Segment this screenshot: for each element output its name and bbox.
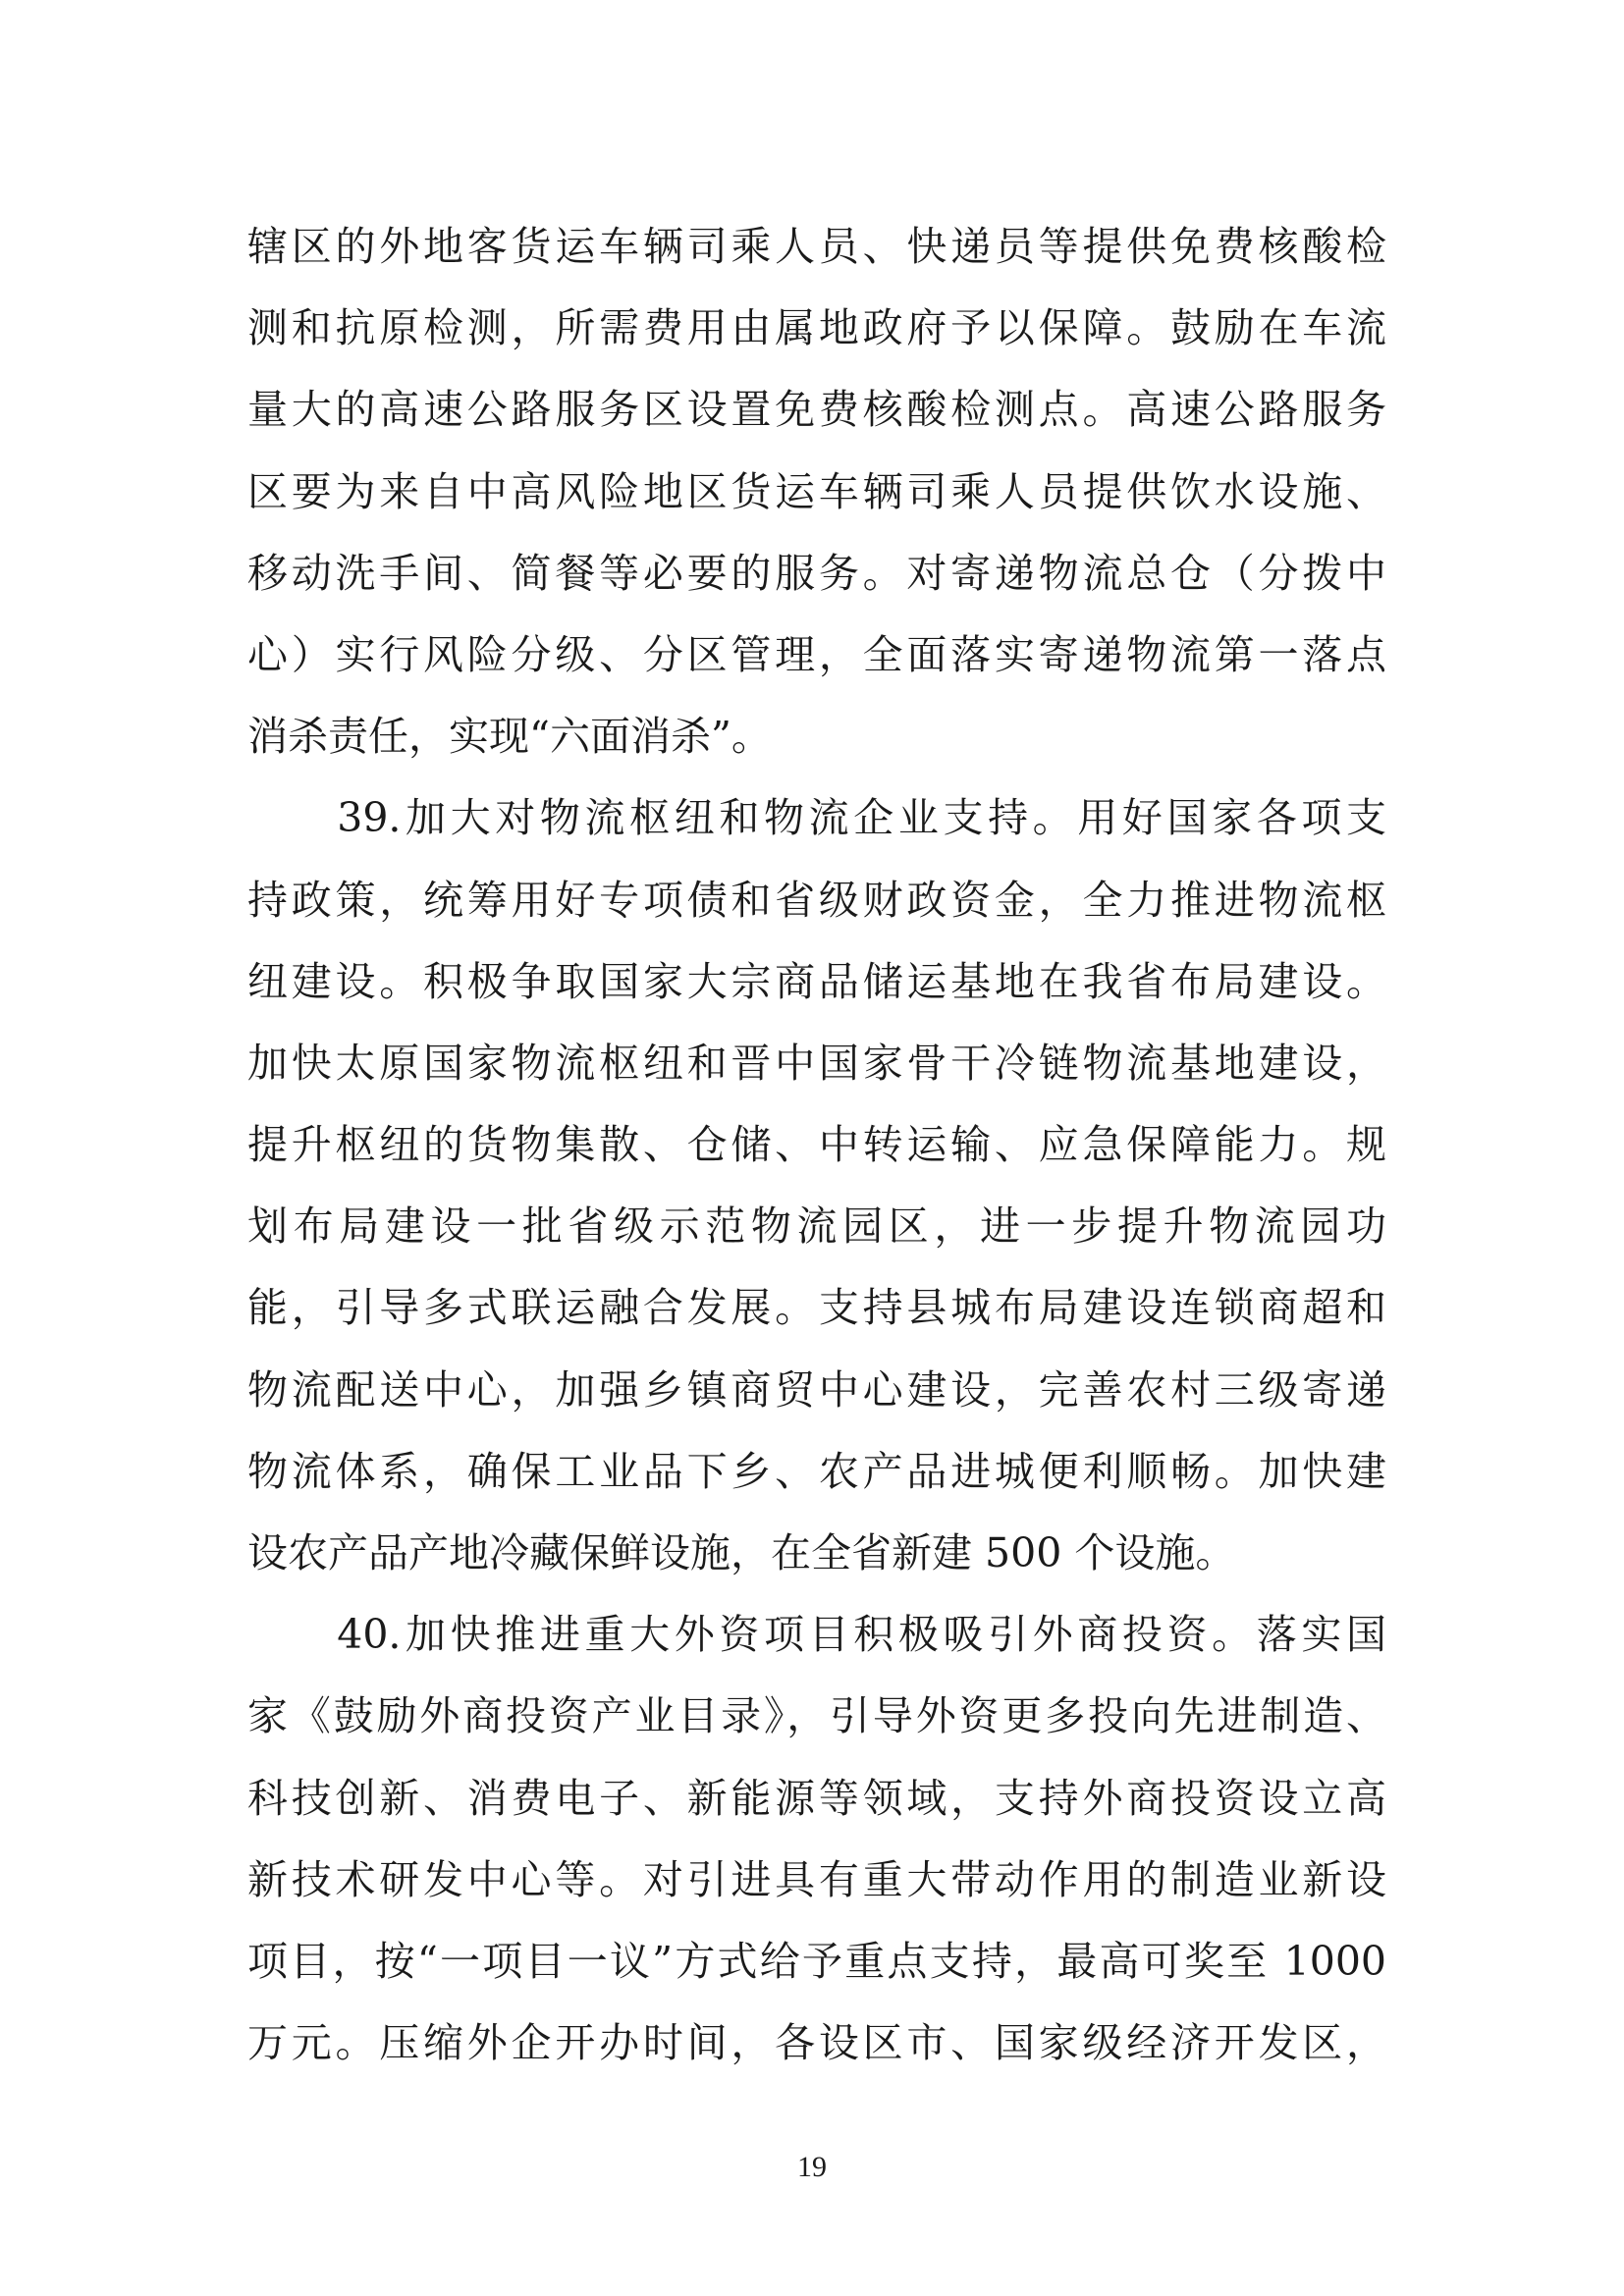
text-line: 划布局建设一批省级示范物流园区，进一步提升物流园功 <box>247 1202 1386 1251</box>
text-line: 物流配送中心，加强乡镇商贸中心建设，完善农村三级寄递 <box>247 1365 1386 1414</box>
text-line: 量大的高速公路服务区设置免费核酸检测点。高速公路服务 <box>247 386 1386 434</box>
text-line: 心）实行风险分级、分区管理，全面落实寄递物流第一落点 <box>247 630 1386 678</box>
text-line: 辖区的外地客货运车辆司乘人员、快递员等提供免费核酸检 <box>247 223 1386 270</box>
text-line: 提升枢纽的货物集散、仓储、中转运输、应急保障能力。规 <box>247 1121 1386 1169</box>
section-40-heading-line: 40.加快推进重大外资项目积极吸引外商投资。落实国 <box>247 1611 1386 1659</box>
text-line: 能，引导多式联运融合发展。支持县城布局建设连锁商超和 <box>247 1284 1386 1332</box>
text-line: 万元。压缩外企开办时间，各设区市、国家级经济开发区， <box>247 2019 1386 2067</box>
text-line: 加快太原国家物流枢纽和晋中国家骨干冷链物流基地建设， <box>247 1039 1386 1087</box>
page-number: 19 <box>797 2151 827 2183</box>
text-line: 项目，按“一项目一议”方式给予重点支持，最高可奖至 1000 <box>247 1937 1386 1985</box>
paragraph-end-line: 消杀责任，实现“六面消杀”。 <box>247 713 772 761</box>
text-line: 移动洗手间、简餐等必要的服务。对寄递物流总仓（分拨中 <box>247 549 1386 597</box>
section-39-heading-line: 39.加大对物流枢纽和物流企业支持。用好国家各项支 <box>247 794 1386 842</box>
text-line: 测和抗原检测，所需费用由属地政府予以保障。鼓励在车流 <box>247 304 1386 352</box>
text-line: 持政策，统筹用好专项债和省级财政资金，全力推进物流枢 <box>247 876 1386 924</box>
paragraph-end-line: 设农产品产地冷藏保鲜设施，在全省新建 500 个设施。 <box>247 1529 1236 1576</box>
body-text <box>247 206 1386 2084</box>
text-line: 物流体系，确保工业品下乡、农产品进城便利顺畅。加快建 <box>247 1447 1386 1495</box>
text-line: 科技创新、消费电子、新能源等领域，支持外商投资设立高 <box>247 1774 1386 1822</box>
text-line: 家《鼓励外商投资产业目录》，引导外资更多投向先进制造、 <box>247 1692 1386 1740</box>
text-line: 新技术研发中心等。对引进具有重大带动作用的制造业新设 <box>247 1855 1386 1903</box>
text-line: 纽建设。积极争取国家大宗商品储运基地在我省布局建设。 <box>247 957 1386 1005</box>
text-line: 区要为来自中高风险地区货运车辆司乘人员提供饮水设施、 <box>247 467 1386 515</box>
